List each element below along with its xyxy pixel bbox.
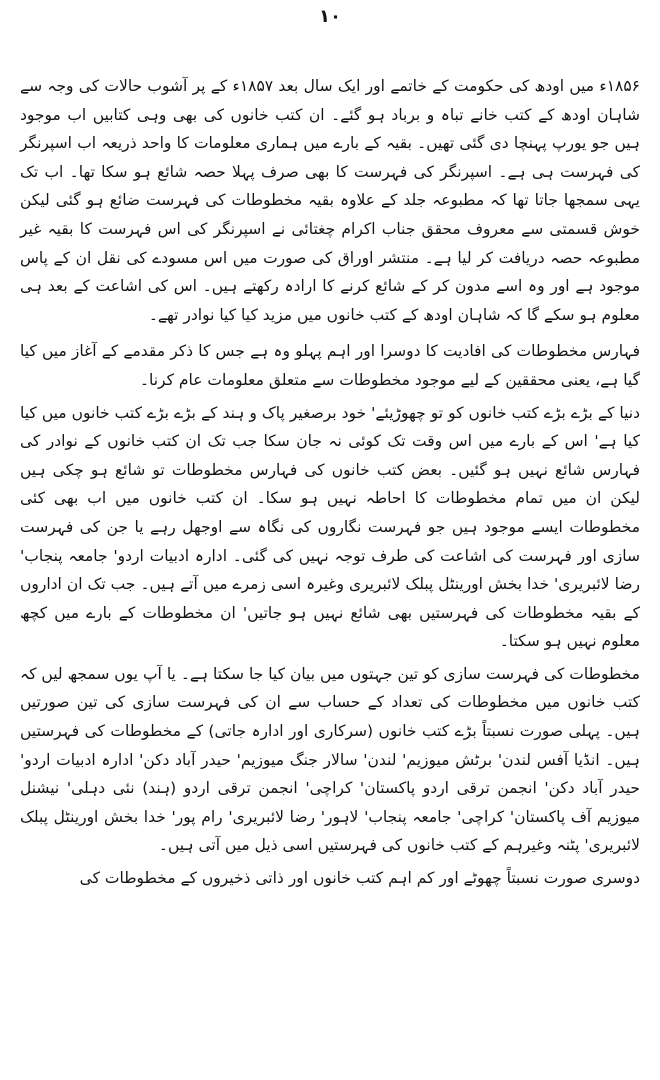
paragraph-second-form: دوسری صورت نسبتاً چھوٹے اور کم اہم کتب خانوں اور ذاتی ذخیروں کے مخطوطات کی [79,869,640,888]
paragraph-cataloguing-forms: مخطوطات کی فہرست سازی کو تین جہتوں میں بیان کیا جا سکتا ہے۔ یا آپ یوں سمجھ لیں کہ کتب خانوں میں مخطوطات کی تعداد کے حساب سے ان کی فہرست سازی کی تین صورتیں ہیں۔ پہلی صورت نسبتاً بڑے کتب خانوں (سرکاری اور ادارہ جاتی) کے مخطوطات کی فہرستیں ہیں۔ انڈیا آفس لندن' برٹش میوزیم' لندن' سالار جنگ میوزیم' حیدر آباد دکن' ادارہ ادبیات اردو' حیدر آباد دکن' انجمن ترقی اردو پاکستان' کراچی' انجمن ترقی اردو (ہند) نئی دہلی' نیشنل میوزیم آف پاکستان' کراچی' جامعہ پنجاب' لاہور' رضا لائبریری' رام پور' خدا بخش اورینٹل پبلک لائبریری' پٹنہ وغیرہم کے کتب خانوں کی فہرستیں اسی ذیل میں آتی ہیں۔ [20,664,640,855]
body-text [20,72,640,897]
paragraph-catalogue-utility: فہارس مخطوطات کی افادیت کا دوسرا اور اہم پہلو وہ ہے جس کا ذکر مقدمے کے آغاز میں کیا گیا ہے، یعنی محققین کے لیے موجود مخطوطات سے متعلق معلومات عام کرنا۔ [20,342,640,389]
paragraph-oudh-libraries: ۱۸۵۶ء میں اودھ کی حکومت کے خاتمے اور ایک سال بعد ۱۸۵۷ء کے پر آشوب حالات کی وجہ سے شاہان اودھ کے کتب خانے تباہ و برباد ہو گئے۔ ان کتب خانوں کی بھی وہی کتابیں اب موجود ہیں جو یورپ پہنچا دی گئی تھیں۔ بقیہ کے بارے میں ہماری معلومات کا واحد ذریعہ اب اسپرنگر کی فہرست ہی ہے۔ اسپرنگر کی فہرست کا بھی صرف پہلا حصہ شائع ہو سکا تھا۔ اب تک یہی سمجھا جاتا تھا کہ مطبوعہ جلد کے علاوہ بقیہ مخطوطات کی فہرست ضائع ہو گئی لیکن خوش قسمتی سے معروف محقق جناب اکرام چغتائی نے اسپرنگر کی اس فہرست کا بقیہ غیر مطبوعہ حصہ دریافت کر لیا ہے۔ منتشر اوراق کی صورت میں اس مسودے کی نقل ان کے پاس موجود ہے اور وہ اسے مدون کر کے شائع کرنے کا ارادہ رکھتے ہیں۔ اس کی اشاعت کے بعد ہی معلوم ہو سکے گا کہ شاہان اودھ کے کتب خانوں میں مزید کیا کیا نوادر تھے۔ [20,77,640,324]
page-number: ۱۰ [319,6,341,27]
paragraph-subcontinent-libraries: دنیا کے بڑے بڑے کتب خانوں کو تو چھوڑیئے' خود برصغیر پاک و ہند کے بڑے بڑے کتب خانوں میں کیا کیا ہے' اس کے بارے میں اس وقت تک کوئی نہ جان سکا جب تک ان کتب خانوں کے نوادر کی فہارس شائع نہیں ہو گئیں۔ بعض کتب خانوں کی فہارس مخطوطات تو شائع ہو چکی ہیں لیکن ان میں تمام مخطوطات کا احاطہ نہیں ہو سکا۔ ان کتب خانوں میں اب بھی کئی مخطوطات ایسے موجود ہیں جو فہرست نگاروں کی نگاہ سے اوجھل رہے یا جن کی فہرست سازی اور فہرست کی اشاعت کی طرف توجہ نہیں کی گئی۔ ادارہ ادبیات اردو' جامعہ پنجاب' رضا لائبریری' خدا بخش اورینٹل پبلک لائبریری وغیرہ اسی زمرے میں آتے ہیں۔ جب تک ان اداروں کے بقیہ مخطوطات کی فہرستیں بھی شائع نہیں ہو جاتیں' ان مخطوطات کے بارے میں کچھ معلوم نہیں ہو سکتا۔ [20,403,640,651]
